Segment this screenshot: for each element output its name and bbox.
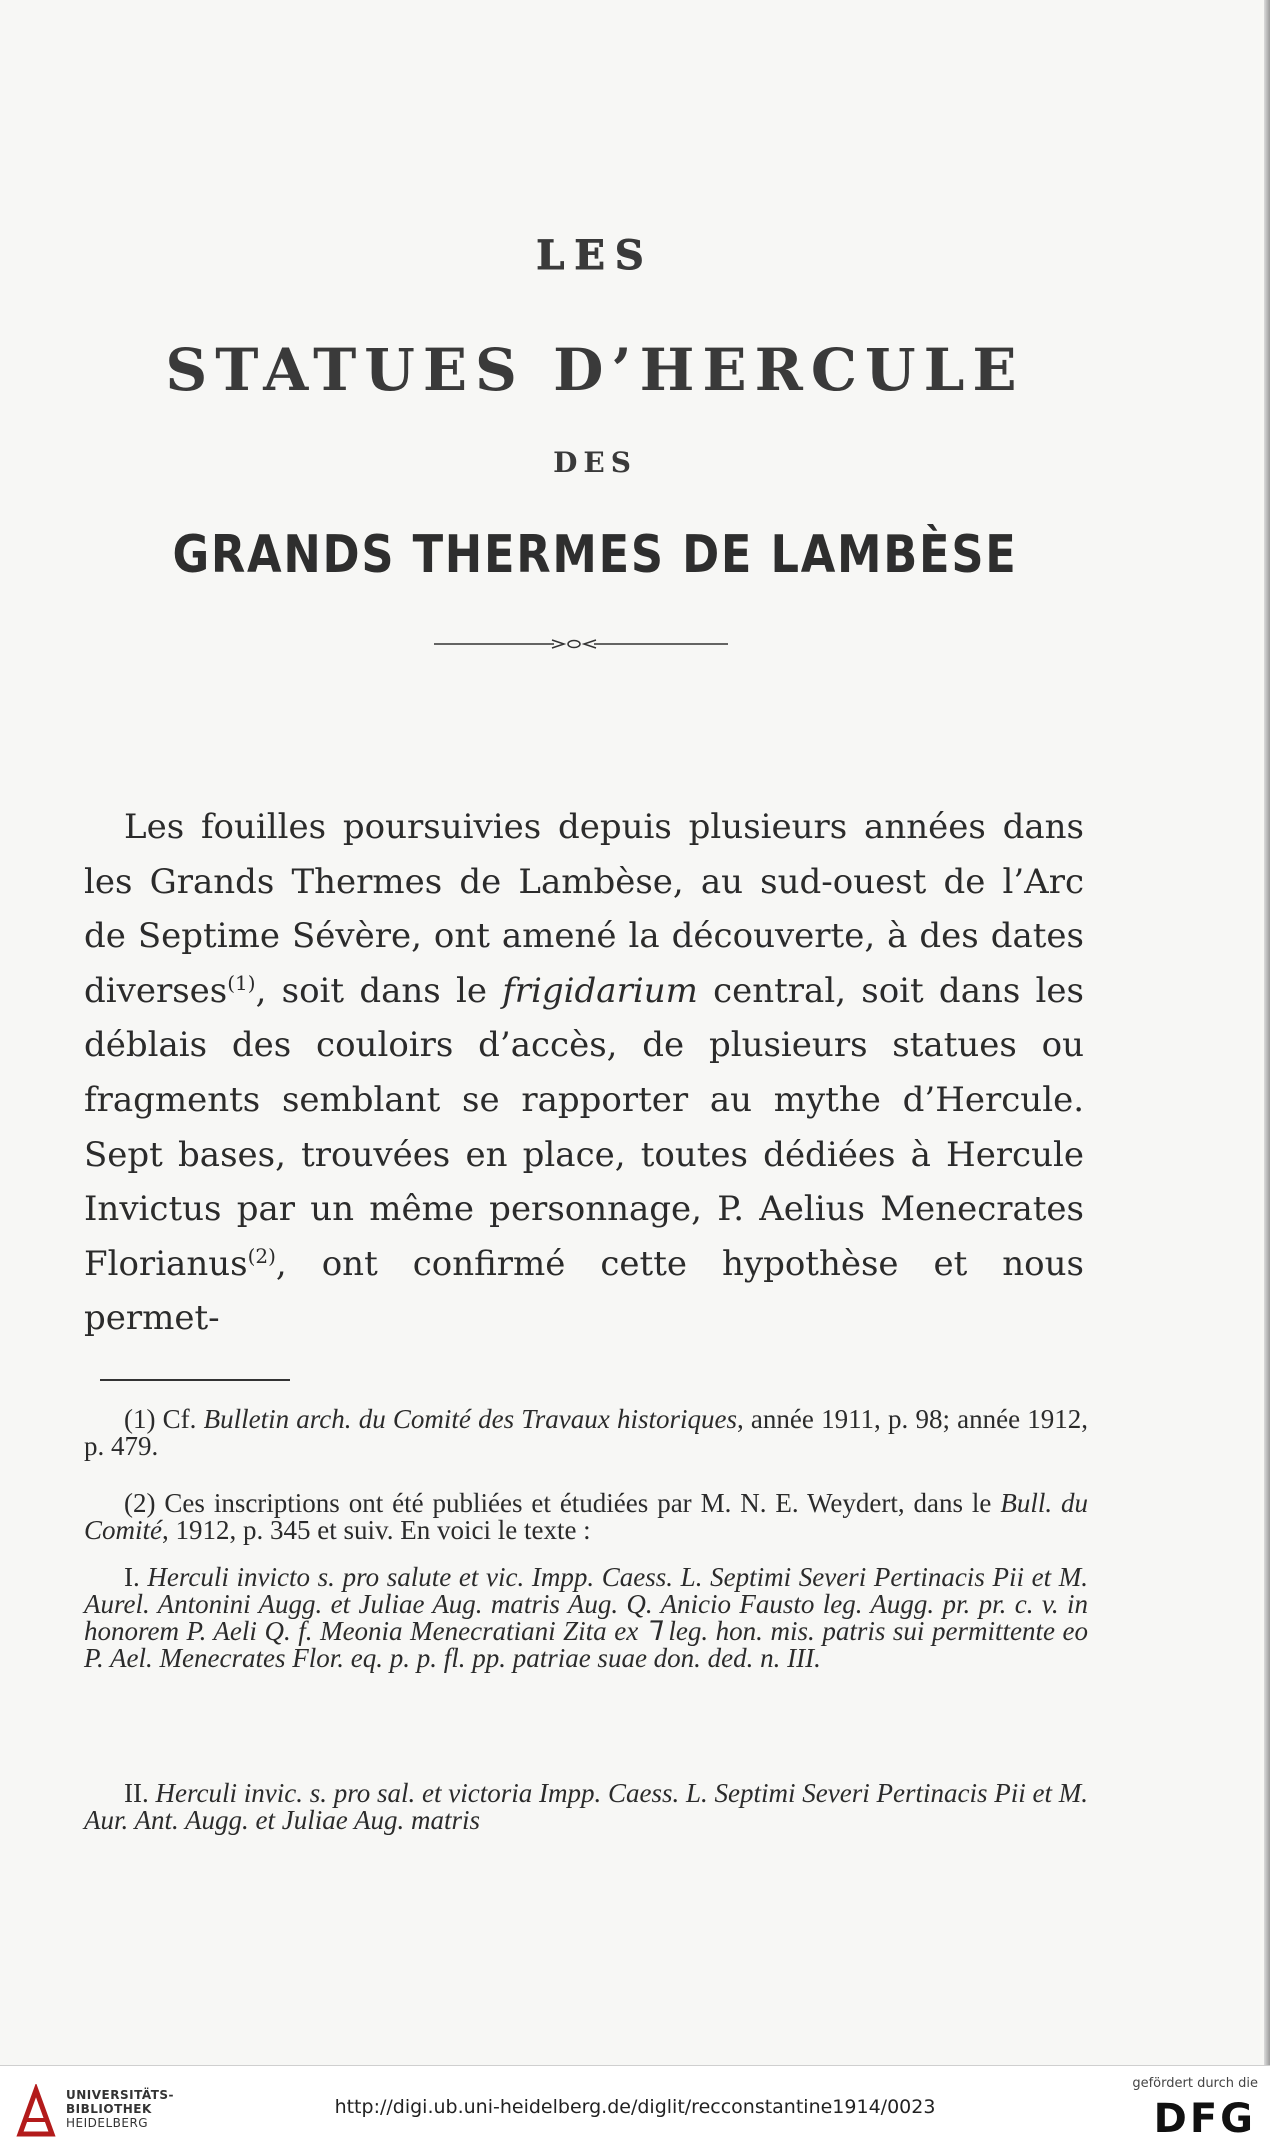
dfg-logo: DFG bbox=[1153, 2096, 1256, 2142]
footnote-2-number: (2) bbox=[124, 1488, 156, 1518]
footnote-2-text-b: , 1912, p. 345 et suiv. En voici le texte : bbox=[162, 1515, 591, 1545]
footnote-1-italic: Bulletin arch. du Comité des Travaux historiques bbox=[203, 1404, 737, 1434]
footnote-2-text-a: Ces inscriptions ont été publiées et étudiées par M. N. E. Weydert, dans le bbox=[155, 1488, 1001, 1518]
title-grands-thermes: GRANDS THERMES DE LAMBÈSE bbox=[172, 525, 1018, 585]
paragraph-text-c: central, soit dans les déblais des couloirs d’accès, de plusieurs statues ou fragments semblant se rapporter au mythe d’Hercule. Sept bases, trouvées en place, toutes dédiées à Hercule Invictus par un même personnage, P. Aelius Menecrates Florianus bbox=[84, 970, 1084, 1284]
main-paragraph bbox=[84, 800, 1084, 1346]
paragraph-text-a: Les fouilles poursuivies depuis plusieurs années dans les Grands Thermes de Lambèse, au sud-ouest de l’Arc de Septime Sévère, ont amené la découverte, à des dates diverses bbox=[84, 807, 1084, 1011]
title-statues-dhercule: STATUES D’HERCULE bbox=[165, 336, 1025, 404]
page-edge bbox=[1264, 0, 1270, 2065]
footnote-1 bbox=[84, 1406, 1088, 1460]
paragraph-text-b: , soit dans le bbox=[255, 970, 503, 1011]
funded-by-label: gefördert durch die bbox=[1132, 2076, 1258, 2091]
title-les: LES bbox=[536, 232, 654, 279]
footnote-ref-2: (2) bbox=[247, 1243, 276, 1268]
footnote-separator bbox=[100, 1379, 290, 1381]
title-des: DES bbox=[553, 446, 637, 479]
footnote-ref-1: (1) bbox=[227, 970, 256, 995]
inscription-2-text: Herculi invic. s. pro sal. et victoria Impp. Caess. L. Septimi Severi Pertinacis Pii et M. Aur. Ant. Augg. et Juliae Aug. matris bbox=[84, 1778, 1089, 1835]
permalink-url[interactable]: http://digi.ub.uni-heidelberg.de/diglit/recconstantine1914/0023 bbox=[334, 2096, 936, 2118]
viewer-footer bbox=[0, 2065, 1270, 2156]
footnote-1-number: (1) bbox=[124, 1404, 156, 1434]
library-name-line-3: HEIDELBERG bbox=[66, 2116, 149, 2130]
paragraph-text-d: , ont confirmé cette hypothèse et nous permet- bbox=[84, 1243, 1084, 1339]
italic-frigidarium: frigidarium bbox=[502, 970, 698, 1011]
library-name-line-2: BIBLIOTHEK bbox=[66, 2102, 152, 2116]
inscription-1-text: Herculi invicto s. pro salute et vic. Impp. Caess. L. Septimi Severi Pertinacis Pii et M. Aurel. Antonini Augg. et Juliae Aug. matris Aug. Q. Anicio Fausto leg. Augg. pr. pr. c. v. in honorem P. Aeli Q. f. Meonia Menecratiani Zita ex ⅂ leg. hon. mis. patris sui permittente eo P. Ael. Menecrates Flor. eq. p. p. fl. pp. patriae suae don. ded. n. III. bbox=[84, 1562, 1088, 1673]
inscription-1 bbox=[84, 1564, 1088, 1672]
footnote-2-italic: Bull. du Comité bbox=[84, 1488, 1089, 1545]
inscription-2-number: II. bbox=[124, 1778, 156, 1808]
footnote-1-text-a: Cf. bbox=[155, 1404, 204, 1434]
footnote-2 bbox=[84, 1490, 1088, 1544]
inscription-1-number: I. bbox=[124, 1562, 148, 1592]
inscription-2 bbox=[84, 1780, 1088, 1834]
footnote-1-text-b: , année 1911, p. 98; année 1912, p. 479. bbox=[84, 1404, 1089, 1461]
ornament-divider bbox=[434, 634, 728, 654]
library-name-line-1: UNIVERSITÄTS- bbox=[66, 2088, 175, 2102]
